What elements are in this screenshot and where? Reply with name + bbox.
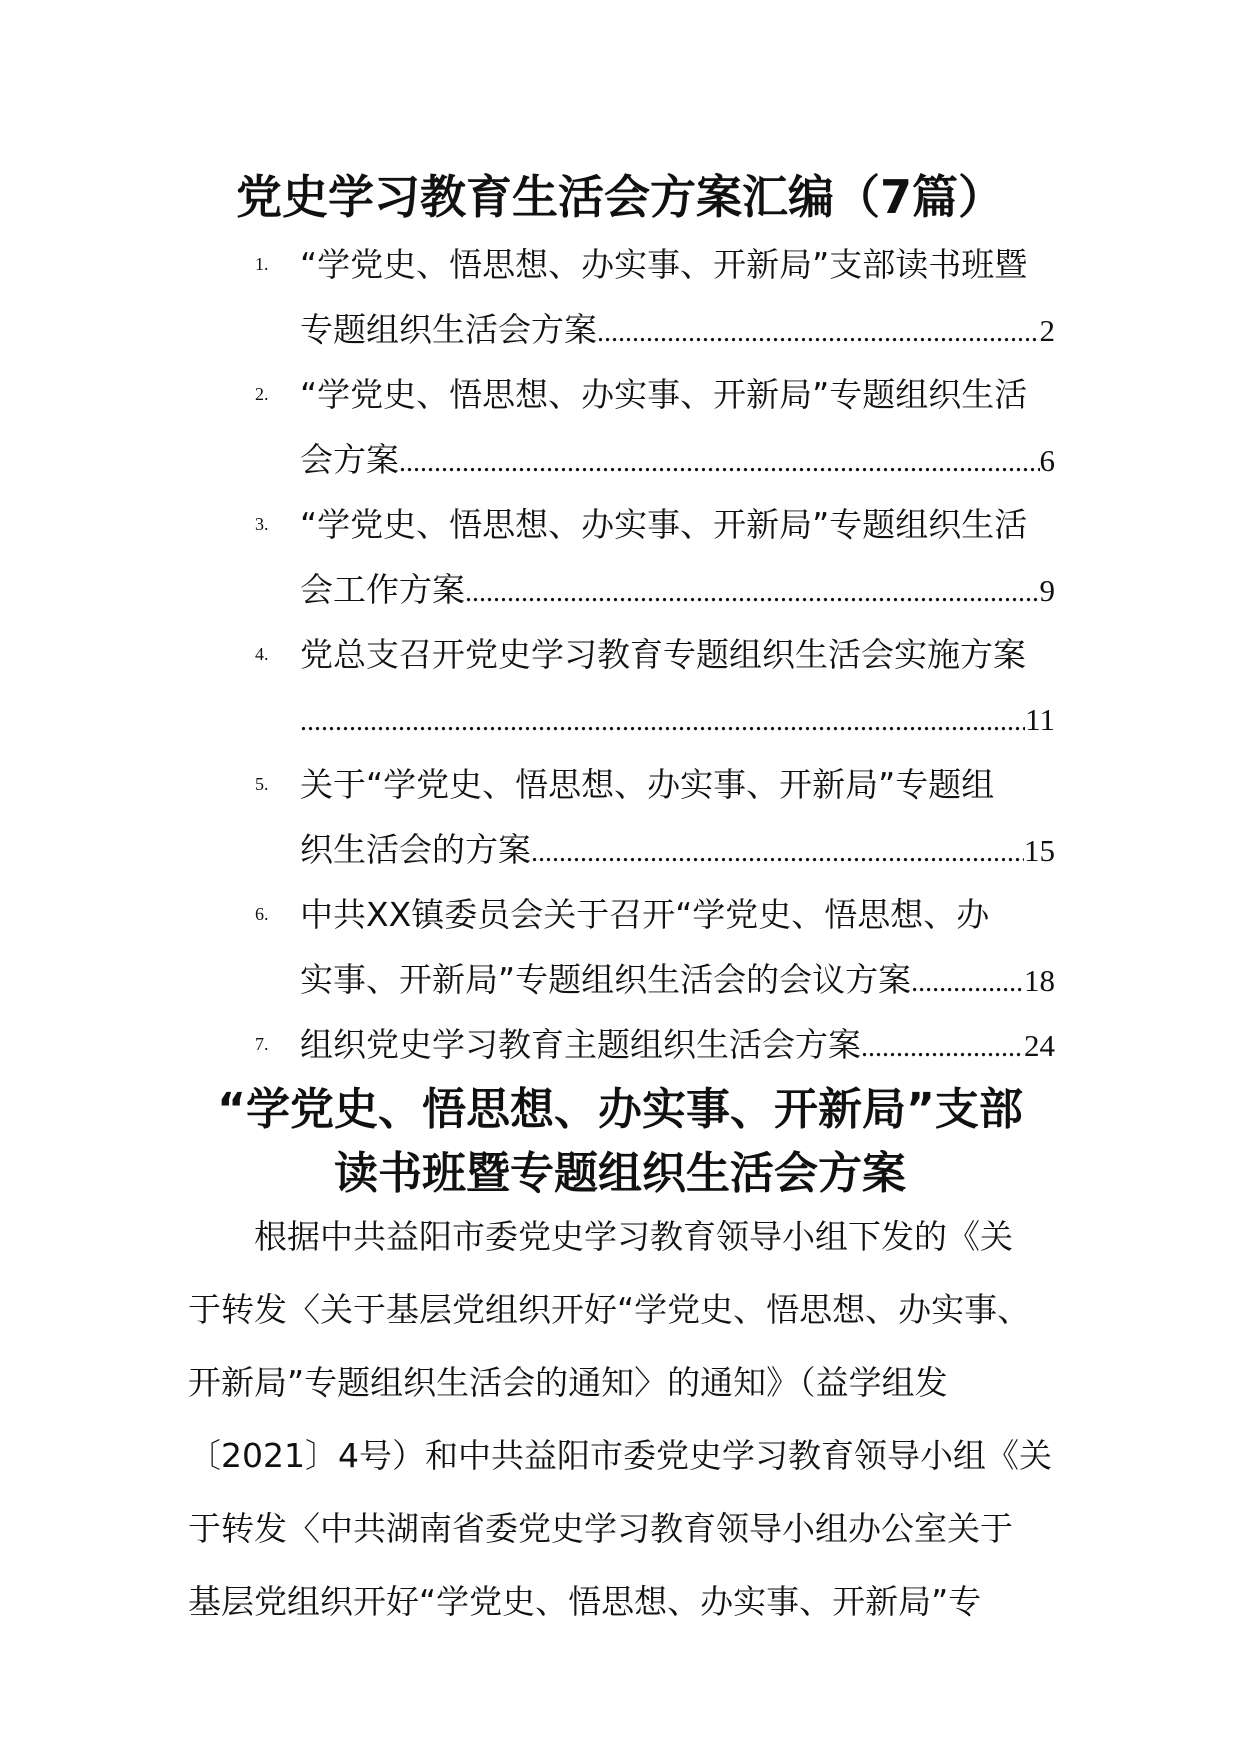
section-title: [0, 1078, 1240, 1206]
toc-item[interactable]: [255, 882, 1055, 1012]
toc-item[interactable]: [255, 1012, 1055, 1077]
toc-item-title: “学党史、悟思想、办实事、开新局”专题组织生活: [300, 505, 1028, 544]
body-line: 于转发〈中共湖南省委党史学习教育领导小组办公室关于: [188, 1509, 1013, 1548]
toc-leader-dots: [861, 1015, 1024, 1080]
toc-item[interactable]: [255, 492, 1055, 622]
section-title-line: 读书班暨专题组织生活会方案: [334, 1148, 906, 1199]
body-line: 基层党组织开好“学党史、悟思想、办实事、开新局”专: [188, 1582, 982, 1621]
toc-item-title: 关于“学党史、悟思想、办实事、开新局”专题组: [300, 765, 995, 804]
toc-item-title: 织生活会的方案: [300, 830, 531, 869]
body-paragraph: [188, 1200, 1058, 1638]
table-of-contents: [255, 232, 1055, 1077]
toc-leader-dots: [911, 950, 1024, 1015]
toc-page-number: 11: [1025, 702, 1055, 737]
toc-leader-dots: [300, 689, 1025, 754]
toc-item[interactable]: [255, 362, 1055, 492]
toc-item-title: 党总支召开党史学习教育专题组织生活会实施方案: [300, 635, 1026, 674]
toc-page-number: 2: [1039, 313, 1055, 348]
toc-item-title: 实事、开新局”专题组织生活会的会议方案: [300, 960, 912, 999]
toc-item[interactable]: [255, 232, 1055, 362]
toc-item[interactable]: [255, 622, 1055, 752]
body-line: 于转发〈关于基层党组织开好“学党史、悟思想、办实事、: [188, 1290, 1031, 1329]
toc-item-number: 2.: [255, 384, 269, 404]
toc-item-number: 1.: [255, 254, 269, 274]
toc-leader-dots: [399, 430, 1040, 495]
document-title: 党史学习教育生活会方案汇编（7篇）: [235, 170, 1004, 224]
toc-page-number: 18: [1024, 963, 1055, 998]
toc-leader-dots: [465, 560, 1040, 625]
toc-item-title: “学党史、悟思想、办实事、开新局”专题组织生活: [300, 375, 1028, 414]
toc-item-number: 4.: [255, 644, 269, 664]
toc-item-number: 5.: [255, 774, 269, 794]
toc-item-title: 专题组织生活会方案: [300, 310, 597, 349]
toc-item-number: 3.: [255, 514, 269, 534]
toc-item-number: 7.: [255, 1034, 269, 1054]
toc-item-title: “学党史、悟思想、办实事、开新局”支部读书班暨: [300, 245, 1028, 284]
toc-item-number: 6.: [255, 904, 269, 924]
toc-leader-dots: [597, 300, 1040, 365]
body-line: 根据中共益阳市委党史学习教育领导小组下发的《关: [254, 1217, 1013, 1256]
toc-page-number: 9: [1039, 573, 1055, 608]
toc-page-number: 6: [1039, 443, 1055, 478]
toc-leader-dots: [531, 820, 1024, 885]
body-line: 〔2021〕4号）和中共益阳市委党史学习教育领导小组《关: [188, 1436, 1052, 1475]
toc-item-title: 会工作方案: [300, 570, 465, 609]
toc-item-title: 中共XX镇委员会关于召开“学党史、悟思想、办: [300, 895, 990, 934]
toc-item-title: 组织党史学习教育主题组织生活会方案: [300, 1025, 861, 1064]
toc-page-number: 24: [1024, 1028, 1055, 1063]
section-title-line: “学党史、悟思想、办实事、开新局”支部: [217, 1084, 1023, 1135]
toc-item[interactable]: [255, 752, 1055, 882]
toc-item-title: 会方案: [300, 440, 399, 479]
body-line: 开新局”专题组织生活会的通知〉的通知》（益学组发: [188, 1363, 948, 1402]
toc-page-number: 15: [1024, 833, 1055, 868]
